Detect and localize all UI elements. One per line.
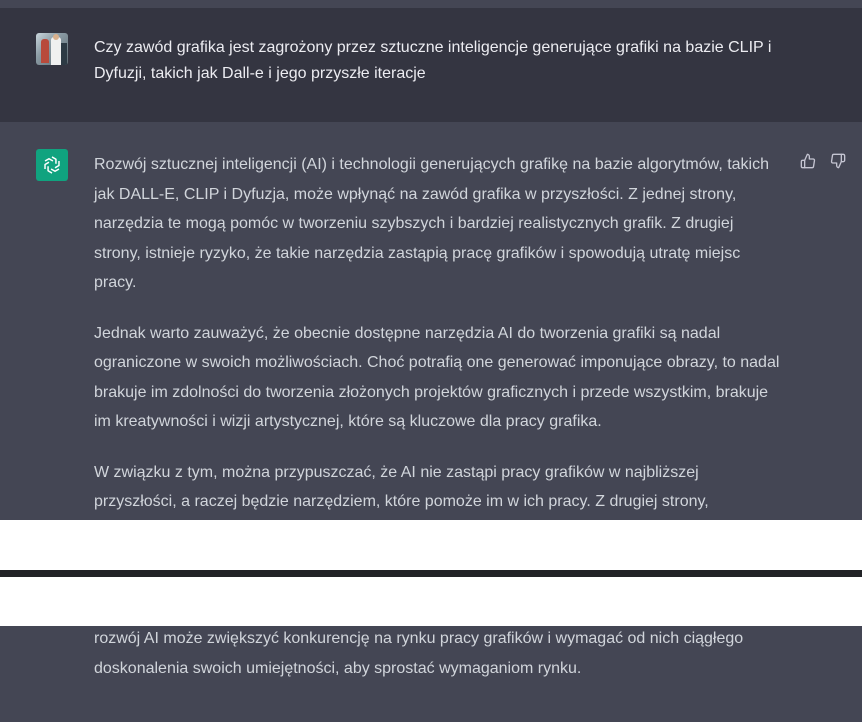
openai-logo-icon [36,149,68,181]
screenshot-divider [0,570,862,577]
user-message [0,8,862,122]
screenshot-gap [0,577,862,626]
thumbs-up-icon[interactable] [799,152,817,170]
user-message-text: Czy zawód grafika jest zagrożony przez sztuczne inteligencje generujące grafiki na bazie CLIP i Dyfuzji, takich jak Dall-e i jego przyszłe iteracje [94,39,772,82]
assistant-message-continuation [0,626,862,722]
assistant-paragraph: Jednak warto zauważyć, że obecnie dostępne narzędzia AI do tworzenia grafiki są nadal ograniczone w swoich możliwościach. Choć potrafią one generować imponujące obrazy, to nadal brakuje im zdolności do tworzenia złożonych projektów graficznych i przede wszystkim, brakuje im kreatywności i wizji artystycznej, które są kluczowe dla pracy grafika. [94,324,780,430]
assistant-paragraph: Rozwój sztucznej inteligencji (AI) i technologii generujących grafikę na bazie algorytmów, takich jak DALL-E, CLIP i Dyfuzja, może wpłynąć na zawód grafika w przyszłości. Z jednej strony, narzędzia te mogą pomóc w tworzeniu szybszych i bardziej realistycznych grafik. Z drugiej strony, istnieje ryzyko, że takie narzędzia zastąpią pracę grafików i spowodują utratę miejsc pracy. [94,156,769,291]
user-avatar [36,33,68,65]
previous-message-edge [0,0,862,8]
assistant-message [0,122,862,520]
assistant-message-text [94,150,784,538]
assistant-paragraph: rozwój AI może zwiększyć konkurencję na rynku pracy grafików i wymagać od nich ciągłego doskonalenia swoich umiejętności, aby sprostać wymaganiom rynku. [94,630,744,677]
assistant-paragraph: W związku z tym, można przypuszczać, że AI nie zastąpi pracy grafików w najbliższej przyszłości, a raczej będzie narzędziem, które pomoże im w ich pracy. Z drugiej strony, [94,463,709,510]
screenshot-gap [0,520,862,570]
assistant-message-text [94,624,814,683]
thumbs-down-icon[interactable] [829,152,847,170]
